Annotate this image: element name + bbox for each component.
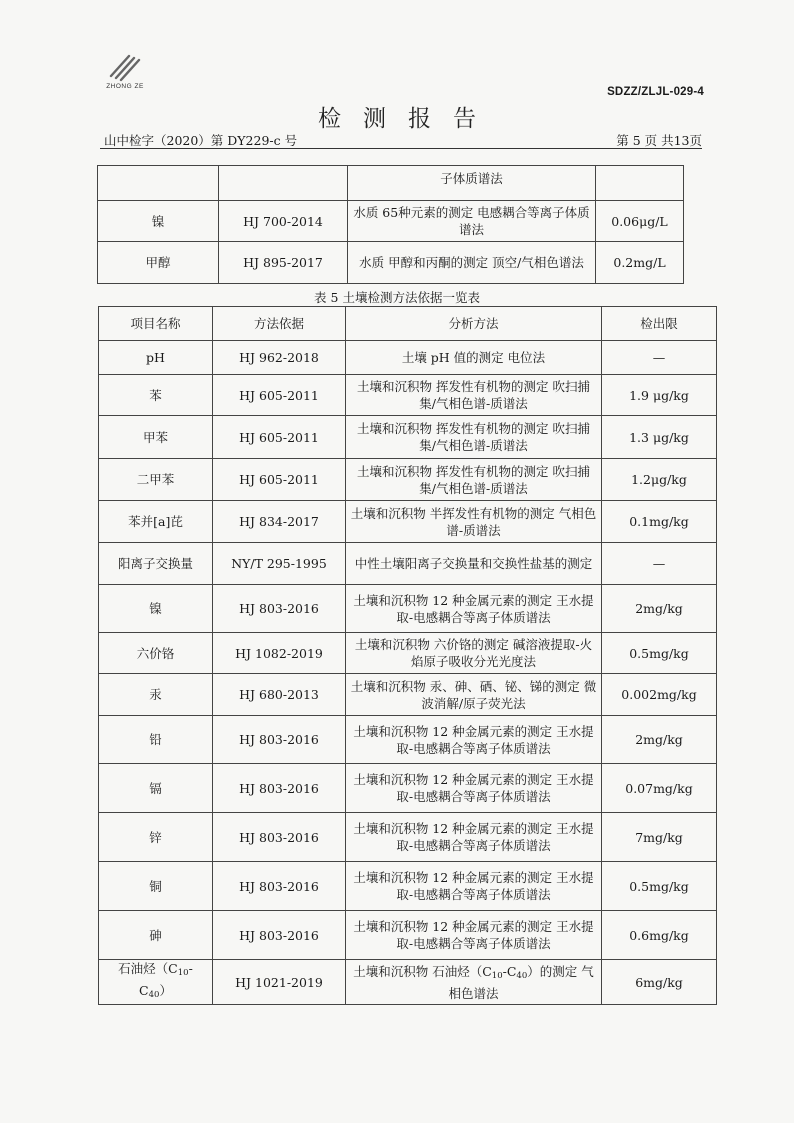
standard-cell: NY/T 295-1995 (213, 543, 346, 585)
method-cell: 土壤和沉积物 挥发性有机物的测定 吹扫捕集/气相色谱-质谱法 (346, 375, 602, 416)
standard-cell: HJ 895-2017 (219, 242, 348, 284)
table-header-row (99, 307, 717, 341)
detection-limit-cell: — (602, 543, 717, 585)
table-row (99, 341, 717, 375)
table-row (99, 960, 717, 1005)
standard-cell: HJ 1082-2019 (213, 633, 346, 674)
soil-methods-table (98, 306, 717, 1005)
item-name-cell: 铜 (99, 862, 213, 911)
table-row (99, 585, 717, 633)
standard-cell: HJ 680-2013 (213, 674, 346, 716)
method-cell: 土壤和沉积物 挥发性有机物的测定 吹扫捕集/气相色谱-质谱法 (346, 459, 602, 501)
header-rule (100, 148, 702, 149)
table-row (99, 862, 717, 911)
water-methods-table (97, 165, 684, 284)
method-cell: 土壤和沉积物 12 种金属元素的测定 王水提取-电感耦合等离子体质谱法 (346, 862, 602, 911)
column-header-limit: 检出限 (602, 307, 717, 341)
detection-limit-cell: 0.5mg/kg (602, 633, 717, 674)
detection-limit-cell: 7mg/kg (602, 813, 717, 862)
standard-cell: HJ 700-2014 (219, 201, 348, 242)
item-name-cell: 苯并[a]芘 (99, 501, 213, 543)
table-row (99, 633, 717, 674)
table-row (98, 242, 684, 284)
table-row (99, 459, 717, 501)
item-name-cell: 甲醇 (98, 242, 219, 284)
detection-limit-cell: 1.3 μg/kg (602, 416, 717, 459)
page-info: 第 5 页 共13页 (616, 133, 702, 148)
standard-cell: HJ 605-2011 (213, 459, 346, 501)
method-cell: 土壤和沉积物 12 种金属元素的测定 王水提取-电感耦合等离子体质谱法 (346, 911, 602, 960)
standard-cell: HJ 834-2017 (213, 501, 346, 543)
table-row (99, 543, 717, 585)
table-row (99, 416, 717, 459)
table-row (99, 716, 717, 764)
subscript: 40 (148, 990, 160, 1000)
method-cell: 土壤和沉积物 汞、砷、硒、铋、锑的测定 微波消解/原子荧光法 (346, 674, 602, 716)
item-name-cell (99, 960, 213, 1005)
table-row (99, 375, 717, 416)
standard-cell (219, 166, 348, 201)
standard-cell: HJ 605-2011 (213, 416, 346, 459)
method-cell: 水质 甲醇和丙酮的测定 顶空/气相色谱法 (348, 242, 596, 284)
method-cell: 土壤 pH 值的测定 电位法 (346, 341, 602, 375)
standard-cell: HJ 803-2016 (213, 862, 346, 911)
item-name-cell: 砷 (99, 911, 213, 960)
item-name-cell (98, 166, 219, 201)
standard-cell: HJ 1021-2019 (213, 960, 346, 1005)
item-text: -C (139, 961, 193, 998)
standard-cell: HJ 803-2016 (213, 911, 346, 960)
item-name-cell: 二甲苯 (99, 459, 213, 501)
item-name-cell: 镉 (99, 764, 213, 813)
detection-limit-cell: 0.1mg/kg (602, 501, 717, 543)
item-text: 石油烃（C (118, 961, 178, 976)
detection-limit-cell: 0.002mg/kg (602, 674, 717, 716)
report-number: 山中检字（2020）第 DY229-c 号 (104, 133, 298, 148)
detection-limit-cell: 6mg/kg (602, 960, 717, 1005)
column-header-item: 项目名称 (99, 307, 213, 341)
standard-cell: HJ 803-2016 (213, 813, 346, 862)
detection-limit-cell: 2mg/kg (602, 716, 717, 764)
method-text: ）的测定 气相色谱法 (448, 963, 594, 1001)
subscript: 10 (177, 968, 189, 978)
table-caption: 表 5 土壤检测方法依据一览表 (314, 290, 480, 305)
item-text: ） (159, 983, 172, 998)
item-name-cell: 阳离子交换量 (99, 543, 213, 585)
document-title: 检测报告 (318, 106, 498, 132)
table-row (99, 813, 717, 862)
document-code: SDZZ/ZLJL-029-4 (607, 86, 704, 98)
standard-cell: HJ 803-2016 (213, 716, 346, 764)
detection-limit-cell: 0.5mg/kg (602, 862, 717, 911)
method-cell: 水质 65种元素的测定 电感耦合等离子体质谱法 (348, 201, 596, 242)
method-cell: 子体质谱法 (348, 166, 596, 201)
item-name-cell: 六价铬 (99, 633, 213, 674)
method-cell: 土壤和沉积物 12 种金属元素的测定 王水提取-电感耦合等离子体质谱法 (346, 716, 602, 764)
company-logo (96, 52, 154, 90)
standard-cell: HJ 803-2016 (213, 764, 346, 813)
item-name-cell: 镍 (98, 201, 219, 242)
detection-limit-cell (596, 166, 684, 201)
detection-limit-cell: 0.06μg/L (596, 201, 684, 242)
table-row (99, 911, 717, 960)
method-cell (346, 960, 602, 1005)
table-row (98, 166, 684, 201)
standard-cell: HJ 803-2016 (213, 585, 346, 633)
table-row (99, 764, 717, 813)
zhongze-logo-icon (107, 52, 143, 82)
detection-limit-cell: 1.9 μg/kg (602, 375, 717, 416)
method-cell: 土壤和沉积物 12 种金属元素的测定 王水提取-电感耦合等离子体质谱法 (346, 813, 602, 862)
method-cell: 土壤和沉积物 12 种金属元素的测定 王水提取-电感耦合等离子体质谱法 (346, 764, 602, 813)
detection-limit-cell: 0.6mg/kg (602, 911, 717, 960)
subscript: 10 (491, 970, 503, 981)
standard-cell: HJ 605-2011 (213, 375, 346, 416)
column-header-method: 分析方法 (346, 307, 602, 341)
detection-limit-cell: — (602, 341, 717, 375)
method-cell: 土壤和沉积物 12 种金属元素的测定 王水提取-电感耦合等离子体质谱法 (346, 585, 602, 633)
item-name-cell: 苯 (99, 375, 213, 416)
method-cell: 土壤和沉积物 六价铬的测定 碱溶液提取-火焰原子吸收分光光度法 (346, 633, 602, 674)
item-name-cell: pH (99, 341, 213, 375)
logo-text: ZHONG ZE (106, 83, 144, 90)
detection-limit-cell: 1.2μg/kg (602, 459, 717, 501)
table-row (99, 501, 717, 543)
item-name-cell: 镍 (99, 585, 213, 633)
detection-limit-cell: 0.07mg/kg (602, 764, 717, 813)
column-header-standard: 方法依据 (213, 307, 346, 341)
table-row (99, 674, 717, 716)
item-name-cell: 甲苯 (99, 416, 213, 459)
standard-cell: HJ 962-2018 (213, 341, 346, 375)
method-cell: 中性土壤阳离子交换量和交换性盐基的测定 (346, 543, 602, 585)
method-cell: 土壤和沉积物 挥发性有机物的测定 吹扫捕集/气相色谱-质谱法 (346, 416, 602, 459)
table-row (98, 201, 684, 242)
method-text: -C (502, 963, 517, 979)
method-cell: 土壤和沉积物 半挥发性有机物的测定 气相色谱-质谱法 (346, 501, 602, 543)
method-text: 土壤和沉积物 石油烃（C (353, 963, 492, 979)
detection-limit-cell: 2mg/kg (602, 585, 717, 633)
subscript: 40 (516, 970, 528, 981)
detection-limit-cell: 0.2mg/L (596, 242, 684, 284)
item-name-cell: 汞 (99, 674, 213, 716)
item-name-cell: 铅 (99, 716, 213, 764)
item-name-cell: 锌 (99, 813, 213, 862)
